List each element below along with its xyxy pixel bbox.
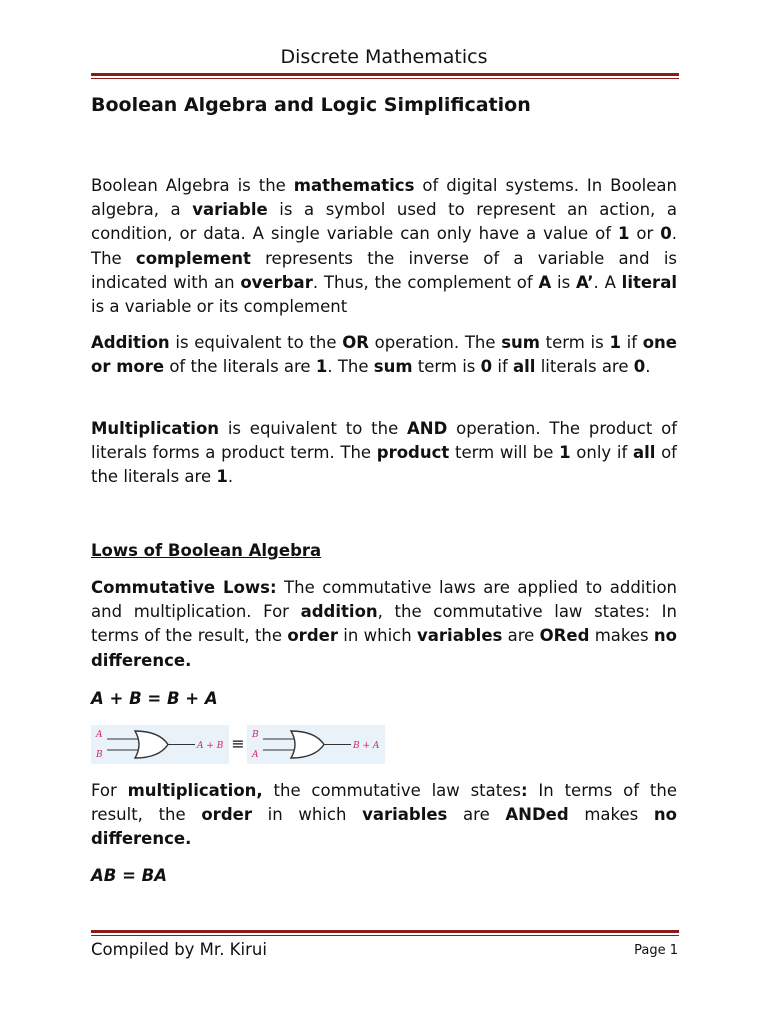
text-run: ORed: [539, 626, 590, 646]
multiplication-law-paragraph: [91, 779, 677, 852]
gate-right-input-2: A: [252, 750, 259, 760]
text-run: order: [201, 805, 252, 825]
text-run: of the literals are: [164, 357, 316, 377]
text-run: 1: [315, 357, 328, 377]
text-run: 1: [609, 333, 621, 352]
text-run: or: [629, 224, 661, 244]
text-run: . The: [327, 357, 374, 377]
text-run: mathematics: [293, 176, 415, 195]
text-run: of digital systems. In Boolean algebra, a: [91, 176, 677, 220]
or-gate-right-icon: [247, 725, 385, 764]
text-run: variables: [362, 805, 448, 825]
text-run: term will be: [449, 443, 560, 463]
text-run: variable: [192, 200, 268, 220]
gate-right-input-1: B: [252, 730, 259, 740]
text-run: . A: [593, 272, 622, 292]
text-run: . Thus, the complement of: [312, 272, 539, 292]
text-run: Boolean Algebra is the: [91, 176, 294, 195]
text-run: 1: [559, 443, 571, 463]
gate-left-input-1: A: [96, 730, 103, 740]
text-run: A: [538, 272, 552, 292]
text-run: :: [520, 781, 528, 800]
text-run: 0: [633, 357, 646, 377]
text-run: is a symbol used to represent an action, a condition, or data. A single variable can only have a value of: [91, 200, 677, 244]
text-run: . The: [91, 224, 677, 268]
text-run: ANDed: [505, 805, 569, 825]
gate-right-output: B + A: [353, 741, 380, 751]
footer-rule: [91, 930, 679, 936]
text-run: no difference.: [91, 805, 677, 849]
text-run: are: [447, 805, 506, 825]
text-run: if: [620, 333, 643, 352]
text-run: all: [513, 357, 536, 377]
gate-box-left: [91, 725, 229, 764]
or-gate-diagram: [91, 725, 385, 764]
text-run: .: [227, 467, 234, 487]
text-run: the commutative law states: [262, 781, 521, 800]
text-run: 1: [216, 467, 228, 487]
text-run: Multiplication: [91, 419, 220, 438]
text-run: operation. The product of literals forms a product term. The: [91, 419, 677, 463]
or-gate-left-icon: [91, 725, 229, 764]
text-run: in which: [337, 626, 418, 646]
intro-paragraph: [91, 174, 677, 319]
document-title: Boolean Algebra and Logic Simplification: [91, 94, 531, 116]
laws-heading: Lows of Boolean Algebra: [91, 541, 322, 560]
equation-addition: A + B = B + A: [91, 689, 218, 708]
text-run: product: [376, 443, 450, 463]
text-run: The commutative laws are applied to addition and multiplication. For: [91, 578, 677, 622]
gate-box-right: [247, 725, 385, 764]
multiplication-paragraph: [91, 417, 677, 490]
footer-author: Compiled by Mr. Kirui: [91, 940, 267, 959]
header-rule: [91, 73, 679, 79]
text-run: makes: [589, 626, 654, 646]
header-title: Discrete Mathematics: [280, 46, 488, 68]
text-run: multiplication,: [127, 781, 263, 800]
text-run: complement: [135, 248, 251, 268]
text-run: addition: [300, 602, 378, 622]
text-run: only if: [570, 443, 633, 463]
text-run: 0: [480, 357, 493, 377]
text-run: no difference.: [91, 626, 677, 670]
text-run: is a variable or its complement: [91, 297, 348, 317]
text-run: operation. The: [368, 333, 502, 352]
text-run: all: [632, 443, 656, 463]
text-run: one or more: [91, 333, 677, 377]
text-run: variables: [417, 626, 503, 646]
text-run: In terms of the result, the: [91, 781, 677, 825]
text-run: overbar: [240, 272, 313, 292]
equivalence-symbol: ≡: [231, 734, 245, 753]
gate-left-input-2: B: [96, 750, 103, 760]
text-run: is equivalent to the: [169, 333, 343, 352]
text-run: , the commutative law states: In terms of the result, the: [91, 602, 677, 646]
text-run: 1: [618, 224, 630, 244]
text-run: if: [492, 357, 514, 377]
text-run: .: [645, 357, 651, 377]
text-run: For: [91, 781, 128, 800]
text-run: Commutative Lows:: [91, 578, 277, 597]
page-number: Page 1: [634, 943, 678, 958]
gate-left-output: A + B: [197, 741, 224, 751]
text-run: 0: [660, 224, 672, 244]
text-run: Addition: [91, 333, 170, 352]
text-run: represents the inverse of a variable and is indicated with an: [91, 248, 677, 292]
text-run: are: [502, 626, 540, 646]
text-run: term is: [412, 357, 481, 377]
text-run: literals are: [535, 357, 634, 377]
text-run: is equivalent to the: [219, 419, 408, 438]
text-run: sum: [373, 357, 413, 377]
text-run: A’: [576, 272, 594, 292]
text-run: literal: [621, 272, 677, 292]
text-run: AND: [407, 419, 448, 438]
text-run: order: [287, 626, 338, 646]
text-run: OR: [342, 333, 369, 352]
text-run: is: [551, 272, 577, 292]
text-run: in which: [251, 805, 363, 825]
text-run: makes: [568, 805, 654, 825]
text-run: term is: [539, 333, 610, 352]
text-run: sum: [501, 333, 540, 352]
commutative-paragraph: [91, 576, 677, 673]
text-run: of the literals are: [91, 443, 677, 487]
addition-paragraph: [91, 331, 677, 379]
equation-multiplication: AB = BA: [91, 866, 168, 885]
